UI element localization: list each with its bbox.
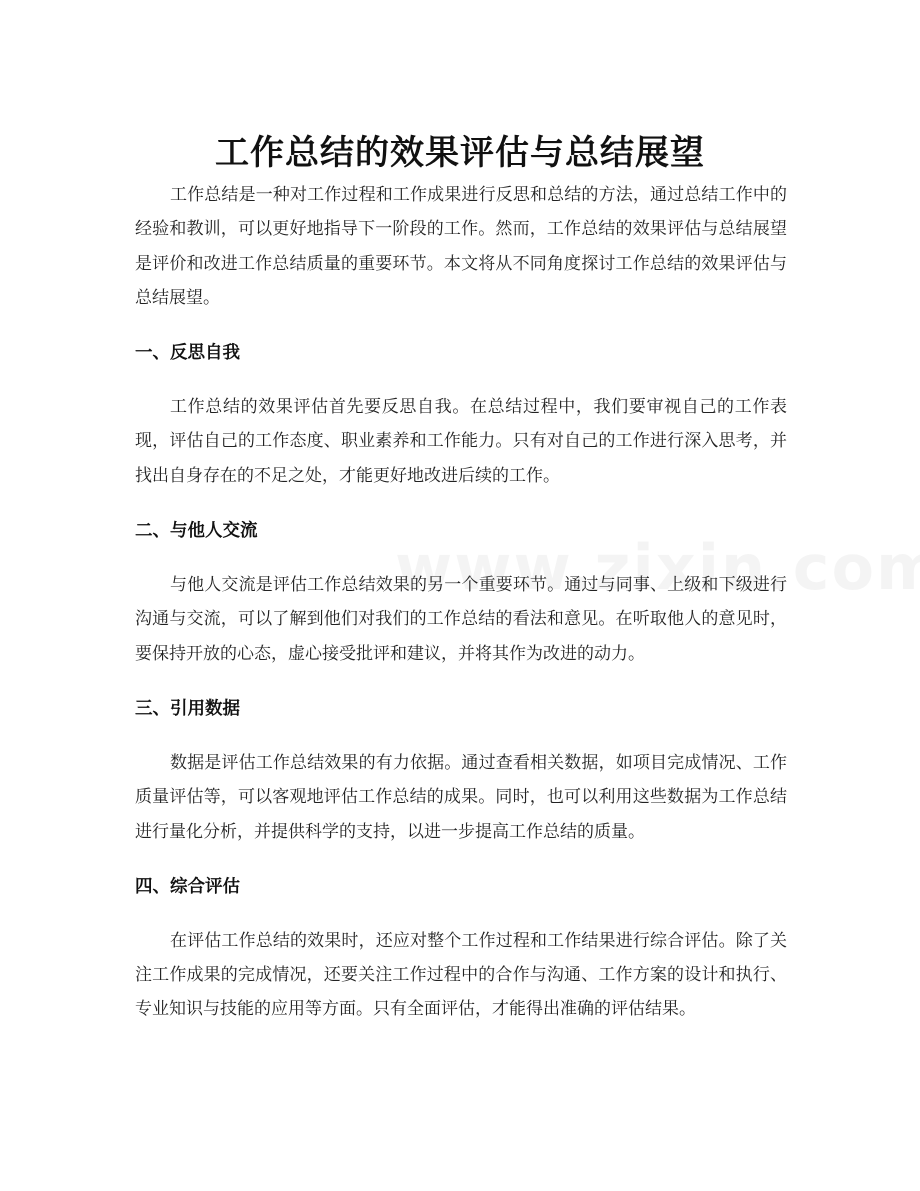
document-title: 工作总结的效果评估与总结展望 <box>215 132 705 173</box>
section-body-comprehensive: 在评估工作总结的效果时，还应对整个工作过程和工作结果进行综合评估。除了关注工作成果的完成情况，还要关注工作过程中的合作与沟通、工作方案的设计和执行、专业知识与技能的应用等方面。只有全面评估，才能得出准确的评估结果。 <box>135 930 787 1020</box>
section-body-communication: 与他人交流是评估工作总结效果的另一个重要环节。通过与同事、上级和下级进行沟通与交流，可以了解到他们对我们的工作总结的看法和意见。在听取他人的意见时，要保持开放的心态，虚心接受批评和建议，并将其作为改进的动力。 <box>135 575 787 664</box>
section-body-reflection: 工作总结的效果评估首先要反思自我。在总结过程中，我们要审视自己的工作表现，评估自己的工作态度、职业素养和工作能力。只有对自己的工作进行深入思考，并找出自身存在的不足之处，才能更好地改进后续的工作。 <box>135 397 787 486</box>
intro-paragraph: 工作总结是一种对工作过程和工作成果进行反思和总结的方法，通过总结工作中的经验和教训，可以更好地指导下一阶段的工作。然而，工作总结的效果评估与总结展望是评价和改进工作总结质量的重要环节。本文将从不同角度探讨工作总结的效果评估与总结展望。 <box>135 185 787 308</box>
section-heading-comprehensive: 四、综合评估 <box>135 876 240 897</box>
section-heading-communication: 二、与他人交流 <box>135 521 258 542</box>
section-heading-data: 三、引用数据 <box>135 698 240 719</box>
document-body <box>135 178 787 1048</box>
section-heading-reflection: 一、反思自我 <box>135 343 240 364</box>
section-body-data: 数据是评估工作总结效果的有力依据。通过查看相关数据，如项目完成情况、工作质量评估等，可以客观地评估工作总结的成果。同时，也可以利用这些数据为工作总结进行量化分析，并提供科学的支持，以进一步提高工作总结的质量。 <box>135 752 787 842</box>
